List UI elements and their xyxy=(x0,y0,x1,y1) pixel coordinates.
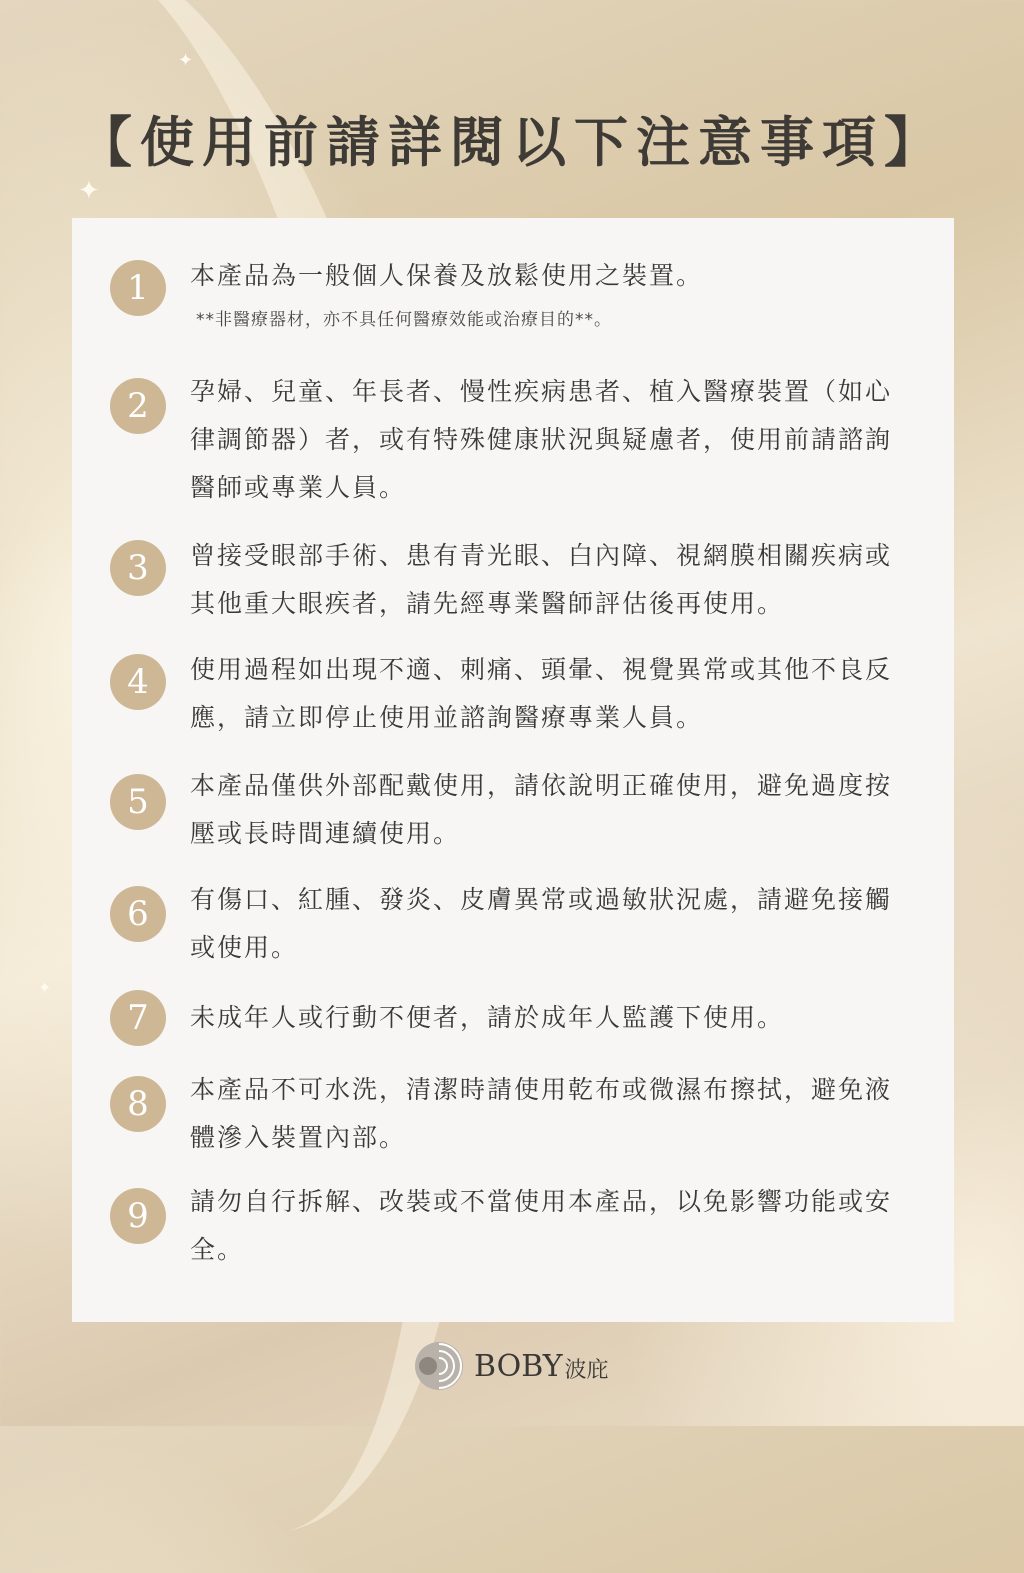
notice-subtext: **非醫療器材，亦不具任何醫療效能或治療目的**。 xyxy=(196,310,612,330)
notice-panel xyxy=(72,218,954,1322)
notice-text: 使用過程如出現不適、刺痛、頭暈、視覺異常或其他不良反應，請立即停止使用並諮詢醫療專業人員。 xyxy=(190,655,893,732)
sparkle-icon: ✦ xyxy=(78,176,100,206)
brand-logo xyxy=(412,1336,609,1396)
number-badge: 4 xyxy=(110,654,166,710)
boby-logo-icon xyxy=(412,1339,466,1393)
number-badge: 1 xyxy=(110,260,166,316)
notice-text: 請勿自行拆解、改裝或不當使用本產品，以免影響功能或安全。 xyxy=(190,1187,893,1264)
number-badge: 2 xyxy=(110,378,166,434)
sparkle-icon: ✦ xyxy=(38,978,52,997)
sparkle-icon: ✦ xyxy=(178,50,194,71)
number-badge: 9 xyxy=(110,1188,166,1244)
brand-name-cn: 波庇 xyxy=(564,1357,609,1383)
notice-text: 本產品不可水洗，清潔時請使用乾布或微濕布擦拭，避免液體滲入裝置內部。 xyxy=(190,1075,893,1152)
notice-text: 本產品為一般個人保養及放鬆使用之裝置。 xyxy=(190,261,704,290)
notice-text: 曾接受眼部手術、患有青光眼、白內障、視網膜相關疾病或其他重大眼疾者，請先經專業醫師評估後再使用。 xyxy=(190,541,893,618)
notice-text: 未成年人或行動不便者，請於成年人監護下使用。 xyxy=(190,1003,785,1032)
number-badge: 6 xyxy=(110,886,166,942)
number-badge: 5 xyxy=(110,774,166,830)
number-badge: 7 xyxy=(110,990,166,1046)
page-title: 【使用前請詳閱以下注意事項】 xyxy=(78,111,946,174)
number-badge: 3 xyxy=(110,540,166,596)
notice-text: 有傷口、紅腫、發炎、皮膚異常或過敏狀況處，請避免接觸或使用。 xyxy=(190,885,893,962)
brand-name: BOBY xyxy=(474,1348,563,1384)
notice-text: 本產品僅供外部配戴使用，請依說明正確使用，避免過度按壓或長時間連續使用。 xyxy=(190,771,893,848)
notice-text: 孕婦、兒童、年長者、慢性疾病患者、植入醫療裝置（如心律調節器）者，或有特殊健康狀況與疑慮者，使用前請諮詢醫師或專業人員。 xyxy=(190,377,893,502)
number-badge: 8 xyxy=(110,1076,166,1132)
